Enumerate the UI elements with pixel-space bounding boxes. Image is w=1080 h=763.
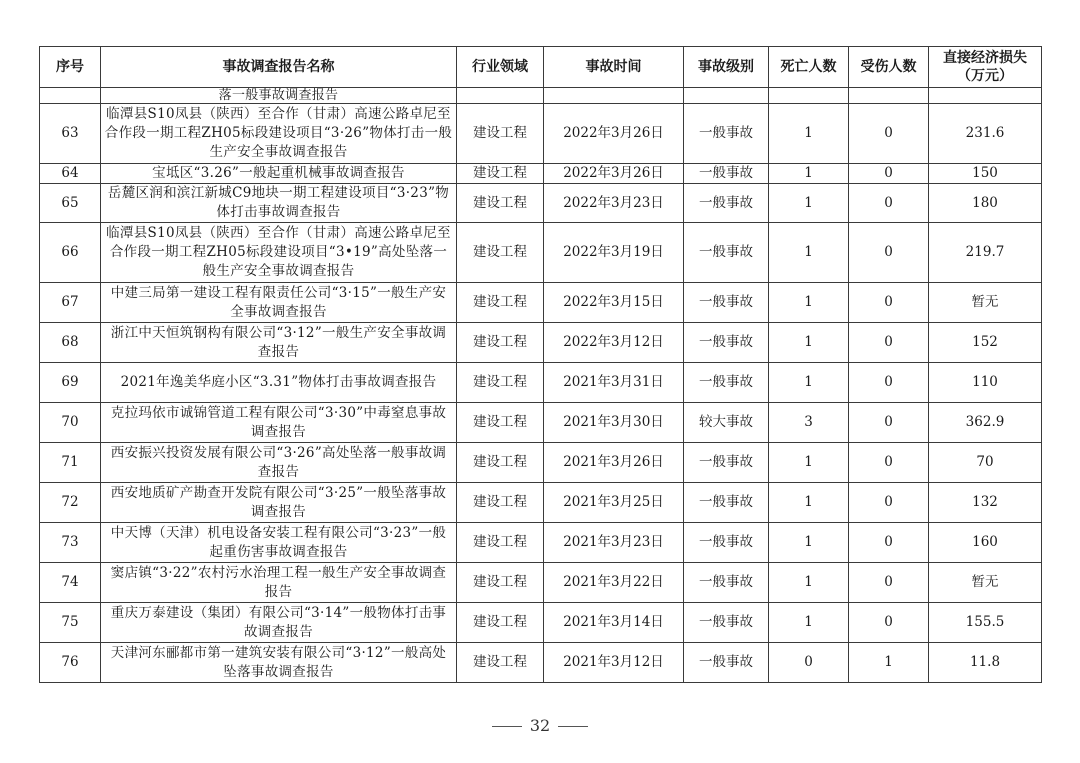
cell-level: 一般事故 xyxy=(684,483,769,523)
cell-level: 一般事故 xyxy=(684,323,769,363)
cell-level: 一般事故 xyxy=(684,104,769,164)
cell-loss: 132 xyxy=(929,483,1042,523)
cell-index: 68 xyxy=(40,323,101,363)
table-row xyxy=(40,363,1042,403)
cell-level: 一般事故 xyxy=(684,603,769,643)
cell-injured: 1 xyxy=(849,643,929,683)
cell-name: 西安地质矿产勘查开发院有限公司“3·25”一般坠落事故调查报告 xyxy=(101,483,457,523)
header-name: 事故调查报告名称 xyxy=(101,47,457,88)
cell-name: 宝坻区“3.26”一般起重机械事故调查报告 xyxy=(101,164,457,184)
header-time: 事故时间 xyxy=(544,47,684,88)
cell-index: 71 xyxy=(40,443,101,483)
cell-level: 一般事故 xyxy=(684,443,769,483)
header-loss: 直接经济损失（万元） xyxy=(929,47,1042,88)
cell-name: 西安振兴投资发展有限公司“3·26”高处坠落一般事故调查报告 xyxy=(101,443,457,483)
cell-injured: 0 xyxy=(849,563,929,603)
cell-injured: 0 xyxy=(849,164,929,184)
table-row xyxy=(40,483,1042,523)
cell-field: 建设工程 xyxy=(457,283,544,323)
table-row xyxy=(40,283,1042,323)
cell-time: 2021年3月31日 xyxy=(544,363,684,403)
table-row xyxy=(40,104,1042,164)
cell-time: 2021年3月25日 xyxy=(544,483,684,523)
page-number: 32 xyxy=(529,716,551,735)
table-row xyxy=(40,603,1042,643)
cell-name: 临潭县S10凤县（陕西）至合作（甘肃）高速公路卓尼至合作段一期工程ZH05标段建设项目“3·26”物体打击一般生产安全事故调查报告 xyxy=(101,104,457,164)
cell-loss: 11.8 xyxy=(929,643,1042,683)
header-field: 行业领域 xyxy=(457,47,544,88)
cell-name: 2021年逸美华庭小区“3.31”物体打击事故调查报告 xyxy=(101,363,457,403)
cell-deaths: 1 xyxy=(769,443,849,483)
cell-level: 一般事故 xyxy=(684,283,769,323)
cell-time: 2022年3月12日 xyxy=(544,323,684,363)
cell-injured: 0 xyxy=(849,523,929,563)
cell-deaths: 1 xyxy=(769,223,849,283)
cell-deaths: 1 xyxy=(769,164,849,184)
header-row xyxy=(40,47,1042,88)
cell-time: 2021年3月12日 xyxy=(544,643,684,683)
table-row xyxy=(40,643,1042,683)
cell-name: 克拉玛依市诚锦管道工程有限公司“3·30”中毒窒息事故调查报告 xyxy=(101,403,457,443)
cell-injured: 0 xyxy=(849,443,929,483)
cell-field: 建设工程 xyxy=(457,483,544,523)
cell-time: 2022年3月15日 xyxy=(544,283,684,323)
header-deaths: 死亡人数 xyxy=(769,47,849,88)
header-injured: 受伤人数 xyxy=(849,47,929,88)
cell-injured: 0 xyxy=(849,223,929,283)
cell-injured: 0 xyxy=(849,283,929,323)
cell-time: 2021年3月14日 xyxy=(544,603,684,643)
cell-index: 65 xyxy=(40,184,101,223)
cell-time: 2022年3月26日 xyxy=(544,164,684,184)
cell-name: 中建三局第一建设工程有限责任公司“3·15”一般生产安全事故调查报告 xyxy=(101,283,457,323)
cell-loss: 110 xyxy=(929,363,1042,403)
cell-name: 中天博（天津）机电设备安装工程有限公司“3·23”一般起重伤害事故调查报告 xyxy=(101,523,457,563)
cell-injured: 0 xyxy=(849,104,929,164)
cell-name: 浙江中天恒筑钢构有限公司“3·12”一般生产安全事故调查报告 xyxy=(101,323,457,363)
cell-level: 一般事故 xyxy=(684,523,769,563)
cell-loss: 150 xyxy=(929,164,1042,184)
cell-level: 一般事故 xyxy=(684,164,769,184)
cell-deaths: 1 xyxy=(769,603,849,643)
cell-deaths: 3 xyxy=(769,403,849,443)
cell-field: 建设工程 xyxy=(457,363,544,403)
cell-name: 临潭县S10凤县（陕西）至合作（甘肃）高速公路卓尼至合作段一期工程ZH05标段建设项目“3•19”高处坠落一般生产安全事故调查报告 xyxy=(101,223,457,283)
cell-time: 2022年3月19日 xyxy=(544,223,684,283)
cell-index: 72 xyxy=(40,483,101,523)
cell-index: 66 xyxy=(40,223,101,283)
cell-field: 建设工程 xyxy=(457,643,544,683)
continuation-empty-cell xyxy=(769,88,849,104)
cell-deaths: 1 xyxy=(769,483,849,523)
cell-time: 2021年3月30日 xyxy=(544,403,684,443)
continuation-index-cell xyxy=(40,88,101,104)
cell-index: 76 xyxy=(40,643,101,683)
cell-index: 73 xyxy=(40,523,101,563)
cell-level: 一般事故 xyxy=(684,363,769,403)
cell-index: 69 xyxy=(40,363,101,403)
table-row xyxy=(40,184,1042,223)
cell-injured: 0 xyxy=(849,603,929,643)
cell-index: 70 xyxy=(40,403,101,443)
cell-injured: 0 xyxy=(849,403,929,443)
cell-loss: 155.5 xyxy=(929,603,1042,643)
cell-field: 建设工程 xyxy=(457,403,544,443)
cell-deaths: 0 xyxy=(769,643,849,683)
cell-level: 一般事故 xyxy=(684,184,769,223)
continuation-empty-cell xyxy=(457,88,544,104)
table-row xyxy=(40,563,1042,603)
cell-loss: 暂无 xyxy=(929,283,1042,323)
cell-loss: 暂无 xyxy=(929,563,1042,603)
cell-deaths: 1 xyxy=(769,563,849,603)
cell-injured: 0 xyxy=(849,363,929,403)
header-level: 事故级别 xyxy=(684,47,769,88)
cell-deaths: 1 xyxy=(769,363,849,403)
cell-deaths: 1 xyxy=(769,283,849,323)
table-row xyxy=(40,223,1042,283)
cell-index: 74 xyxy=(40,563,101,603)
cell-field: 建设工程 xyxy=(457,523,544,563)
cell-loss: 70 xyxy=(929,443,1042,483)
table-row xyxy=(40,523,1042,563)
cell-field: 建设工程 xyxy=(457,323,544,363)
cell-index: 63 xyxy=(40,104,101,164)
cell-level: 一般事故 xyxy=(684,643,769,683)
cell-field: 建设工程 xyxy=(457,443,544,483)
cell-time: 2022年3月23日 xyxy=(544,184,684,223)
table-row xyxy=(40,403,1042,443)
cell-level: 一般事故 xyxy=(684,223,769,283)
page-footer xyxy=(0,716,1080,735)
cell-deaths: 1 xyxy=(769,323,849,363)
table-row xyxy=(40,443,1042,483)
cell-name: 重庆万泰建设（集团）有限公司“3·14”一般物体打击事故调查报告 xyxy=(101,603,457,643)
continuation-name-cell: 落一般事故调查报告 xyxy=(101,88,457,104)
cell-field: 建设工程 xyxy=(457,603,544,643)
table-row xyxy=(40,164,1042,184)
continuation-row xyxy=(40,88,1042,104)
cell-name: 岳麓区润和滨江新城C9地块一期工程建设项目“3·23”物体打击事故调查报告 xyxy=(101,184,457,223)
cell-loss: 160 xyxy=(929,523,1042,563)
cell-deaths: 1 xyxy=(769,523,849,563)
cell-injured: 0 xyxy=(849,184,929,223)
cell-loss: 362.9 xyxy=(929,403,1042,443)
accident-report-table xyxy=(39,46,1042,683)
cell-name: 天津河东郦都市第一建筑安装有限公司“3·12”一般高处坠落事故调查报告 xyxy=(101,643,457,683)
continuation-empty-cell xyxy=(684,88,769,104)
continuation-empty-cell xyxy=(849,88,929,104)
footer-dash-left xyxy=(492,726,522,727)
cell-field: 建设工程 xyxy=(457,563,544,603)
cell-level: 一般事故 xyxy=(684,563,769,603)
cell-time: 2022年3月26日 xyxy=(544,104,684,164)
cell-loss: 231.6 xyxy=(929,104,1042,164)
header-index: 序号 xyxy=(40,47,101,88)
table-row xyxy=(40,323,1042,363)
cell-loss: 180 xyxy=(929,184,1042,223)
continuation-empty-cell xyxy=(929,88,1042,104)
cell-injured: 0 xyxy=(849,323,929,363)
cell-deaths: 1 xyxy=(769,184,849,223)
cell-index: 75 xyxy=(40,603,101,643)
cell-name: 窦店镇“3·22”农村污水治理工程一般生产安全事故调查报告 xyxy=(101,563,457,603)
cell-field: 建设工程 xyxy=(457,223,544,283)
cell-deaths: 1 xyxy=(769,104,849,164)
cell-field: 建设工程 xyxy=(457,104,544,164)
cell-field: 建设工程 xyxy=(457,164,544,184)
cell-injured: 0 xyxy=(849,483,929,523)
cell-index: 67 xyxy=(40,283,101,323)
cell-loss: 152 xyxy=(929,323,1042,363)
cell-field: 建设工程 xyxy=(457,184,544,223)
cell-loss: 219.7 xyxy=(929,223,1042,283)
footer-dash-right xyxy=(558,726,588,727)
cell-level: 较大事故 xyxy=(684,403,769,443)
continuation-empty-cell xyxy=(544,88,684,104)
cell-time: 2021年3月26日 xyxy=(544,443,684,483)
cell-time: 2021年3月22日 xyxy=(544,563,684,603)
cell-time: 2021年3月23日 xyxy=(544,523,684,563)
cell-index: 64 xyxy=(40,164,101,184)
